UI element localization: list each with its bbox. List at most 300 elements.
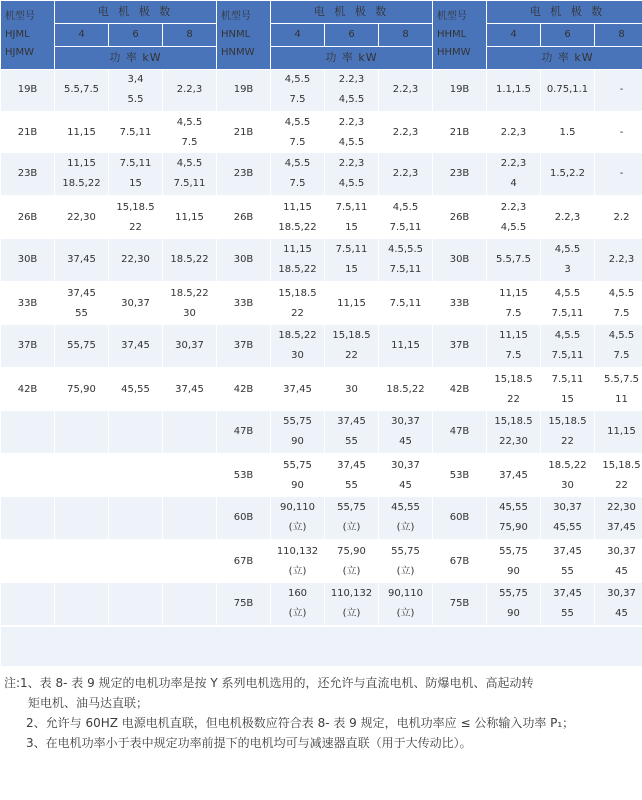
model-label: 机型号 (437, 11, 467, 22)
power-value: 55,75 90 (499, 545, 528, 577)
power-cell (541, 497, 595, 540)
model-header-1 (217, 1, 271, 70)
model-series-2: HJMW (5, 47, 34, 58)
power-value: 5.5,7.5 (496, 253, 531, 265)
power-cell (271, 411, 325, 454)
power-value: 5.5,7.5 11 (604, 373, 639, 405)
empty-cell (1, 411, 55, 454)
model-cell: 30B (433, 239, 487, 282)
power-cell (109, 70, 163, 112)
power-cell (379, 196, 433, 239)
power-value: 2.2,3 4,5.5 (338, 157, 365, 189)
power-cell (109, 239, 163, 282)
power-cell (595, 411, 642, 454)
power-value: 0.75,1.1 (546, 84, 589, 96)
model-cell: 53B (433, 454, 487, 497)
empty-cell (163, 583, 217, 626)
power-cell (109, 153, 163, 196)
power-unit-header: 功 率 kW (55, 47, 217, 70)
table-row (1, 497, 642, 540)
power-value: 11,15 (67, 126, 96, 138)
model-cell: 33B (1, 282, 55, 325)
power-value: 7.5,11 (389, 297, 422, 309)
model-cell: 33B (217, 282, 271, 325)
model-series-1: HJML (5, 29, 30, 40)
model-cell: 75B (433, 583, 487, 626)
empty-cell (1, 454, 55, 497)
empty-cell (109, 497, 163, 540)
model-cell: 21B (217, 112, 271, 153)
note-3: 3、在电机功率小于表中规定功率前提下的电机均可与减速器直联（用于大传动比）。 (26, 736, 472, 750)
pole-count-header: 8 (163, 24, 217, 47)
power-cell (487, 325, 541, 368)
pole-count-header: 8 (379, 24, 433, 47)
power-value: 11,15 (337, 297, 366, 309)
power-cell (595, 70, 642, 112)
power-cell (541, 153, 595, 196)
power-value: 11,15 (607, 425, 636, 437)
power-cell (325, 583, 379, 626)
power-cell (487, 153, 541, 196)
model-cell: 19B (1, 70, 55, 112)
pole-count-header: 4 (55, 24, 109, 47)
power-value: 55,75 (立) (391, 545, 420, 577)
power-value: 7.5,11 15 (335, 243, 368, 275)
power-cell (595, 112, 642, 153)
power-cell (163, 153, 217, 196)
power-value: 15,18.5 22 (548, 415, 587, 447)
power-value: 15,18.5 22 (278, 287, 317, 319)
power-value: 15,18.5 22 (332, 329, 371, 361)
bottom-band-cell (1, 626, 642, 666)
model-label: 机型号 (5, 11, 35, 22)
power-value: 30,37 (175, 339, 204, 351)
power-cell (325, 454, 379, 497)
power-cell (271, 239, 325, 282)
power-cell (325, 497, 379, 540)
power-cell (541, 70, 595, 112)
pole-count-header: 6 (325, 24, 379, 47)
power-value: 11,15 (391, 339, 420, 351)
model-series-2: HHMW (437, 47, 471, 58)
pole-count-header: 6 (109, 24, 163, 47)
power-value: 2.2,3 (392, 167, 419, 179)
power-value: 37,45 55 (337, 459, 366, 491)
power-value: 2.2 (613, 211, 630, 223)
model-cell: 33B (433, 282, 487, 325)
power-cell (271, 368, 325, 411)
power-cell (163, 112, 217, 153)
power-cell (163, 70, 217, 112)
power-value: 2.2,3 4,5.5 (500, 201, 527, 233)
power-value: 37,45 55 (67, 287, 96, 319)
power-value: 2.2,3 (392, 84, 419, 96)
model-cell: 26B (217, 196, 271, 239)
power-value: - (619, 167, 624, 179)
model-cell: 30B (217, 239, 271, 282)
note-1: 注:1、表 8- 表 9 规定的电机功率是按 Y 系列电机选用的，还允许与直流电机、防爆电机、高起动转 (4, 676, 534, 690)
model-cell: 19B (433, 70, 487, 112)
power-cell (163, 282, 217, 325)
empty-cell (109, 454, 163, 497)
model-cell: 47B (433, 411, 487, 454)
power-cell (271, 325, 325, 368)
power-value: 11,15 7.5 (499, 329, 528, 361)
power-cell (271, 454, 325, 497)
power-value: 30,37 45 (607, 545, 636, 577)
table-row (1, 282, 642, 325)
power-value: 37,45 (499, 469, 528, 481)
power-value: 75,90 (67, 383, 96, 395)
table-row (1, 153, 642, 196)
power-value: 2.2,3 (554, 211, 581, 223)
power-cell (325, 325, 379, 368)
power-value: 1.1,1.5 (496, 84, 531, 96)
model-cell: 21B (433, 112, 487, 153)
power-cell (109, 196, 163, 239)
power-cell (271, 112, 325, 153)
power-cell (379, 540, 433, 583)
model-series-1: HNML (221, 29, 251, 40)
empty-cell (163, 497, 217, 540)
power-cell (595, 497, 642, 540)
power-cell (271, 282, 325, 325)
model-cell: 19B (217, 70, 271, 112)
power-cell (325, 196, 379, 239)
power-value: 15,18.5 22,30 (494, 415, 533, 447)
power-value: 37,45 (283, 383, 312, 395)
power-cell (541, 454, 595, 497)
power-cell (541, 282, 595, 325)
power-cell (325, 70, 379, 112)
power-cell (541, 411, 595, 454)
power-cell (163, 239, 217, 282)
power-value: 4,5.5 7.5,11 (551, 329, 584, 361)
empty-cell (55, 540, 109, 583)
power-value: 7.5,11 15 (551, 373, 584, 405)
power-value: 2.2,3 (608, 253, 635, 265)
power-cell (487, 70, 541, 112)
power-value: 75,90 (立) (337, 545, 366, 577)
power-cell (595, 196, 642, 239)
power-value: 11,15 18.5,22 (278, 201, 317, 233)
empty-cell (55, 454, 109, 497)
power-value: 55,75 90 (283, 459, 312, 491)
pole-count-header: 6 (541, 24, 595, 47)
power-value: - (619, 126, 624, 138)
power-cell (379, 70, 433, 112)
note-2: 2、允许与 60HZ 电源电机直联，但电机极数应符合表 8- 表 9 规定，电机功率应 ≤ 公称输入功率 P₁； (26, 716, 575, 730)
power-cell (325, 282, 379, 325)
power-value: 4,5.5 7.5,11 (389, 201, 422, 233)
power-cell (163, 325, 217, 368)
power-cell (379, 583, 433, 626)
model-cell: 26B (1, 196, 55, 239)
power-cell (487, 239, 541, 282)
pole-count-header: 8 (595, 24, 642, 47)
power-value: 110,132 (立) (276, 545, 319, 577)
model-cell: 37B (217, 325, 271, 368)
power-value: 4,5.5 3 (554, 243, 581, 275)
power-value: 11,15 18.5,22 (62, 157, 101, 189)
model-cell: 21B (1, 112, 55, 153)
power-value: 2.2,3 (392, 126, 419, 138)
power-value: 18.5,22 30 (170, 287, 209, 319)
model-series-2: HNMW (221, 47, 255, 58)
power-value: 4,5.5 7.5 (284, 157, 311, 189)
table-row (1, 583, 642, 626)
model-label: 机型号 (221, 11, 251, 22)
power-cell (541, 583, 595, 626)
power-cell (379, 112, 433, 153)
power-value: 4,5.5 7.5 (284, 116, 311, 148)
power-value: 7.5,11 15 (335, 201, 368, 233)
power-cell (379, 454, 433, 497)
power-cell (55, 239, 109, 282)
power-cell (487, 454, 541, 497)
power-value: 2.2,3 4 (500, 157, 527, 189)
power-cell (325, 112, 379, 153)
power-cell (55, 325, 109, 368)
empty-cell (1, 583, 55, 626)
power-value: 11,15 18.5,22 (278, 243, 317, 275)
model-cell: 30B (1, 239, 55, 282)
model-cell: 42B (433, 368, 487, 411)
power-cell (271, 153, 325, 196)
empty-cell (109, 583, 163, 626)
power-value: 55,75 (67, 339, 96, 351)
power-cell (379, 153, 433, 196)
power-cell (595, 454, 642, 497)
power-value: 30,37 45,55 (553, 501, 582, 533)
power-value: 4,5.5 7.5 (176, 116, 203, 148)
power-cell (55, 368, 109, 411)
table-row (1, 196, 642, 239)
power-value: 55,75 (立) (337, 501, 366, 533)
model-cell: 26B (433, 196, 487, 239)
power-value: 4,5.5 7.5 (608, 329, 635, 361)
table-row (1, 540, 642, 583)
power-value: 7.5,11 (119, 126, 152, 138)
power-value: 4.5,5.5 7.5,11 (388, 243, 423, 275)
power-cell (595, 153, 642, 196)
model-cell: 47B (217, 411, 271, 454)
pole-count-header: 4 (271, 24, 325, 47)
power-value: 15,18.5 22 (116, 201, 155, 233)
power-cell (271, 70, 325, 112)
power-cell (55, 196, 109, 239)
pole-count-header: 4 (487, 24, 541, 47)
power-value: 4,5.5 7.5 (608, 287, 635, 319)
table-bottom-band (1, 626, 642, 666)
power-cell (595, 325, 642, 368)
empty-cell (1, 540, 55, 583)
power-cell (379, 411, 433, 454)
motor-poles-header: 电 机 极 数 (487, 1, 642, 24)
power-value: 3,4 5.5 (127, 74, 144, 106)
power-cell (325, 153, 379, 196)
power-value: 110,132 (立) (330, 587, 373, 619)
power-value: 55,75 90 (283, 415, 312, 447)
power-cell (55, 282, 109, 325)
power-value: 30 (345, 383, 358, 395)
power-value: - (619, 84, 624, 96)
power-cell (487, 497, 541, 540)
power-cell (271, 583, 325, 626)
model-cell: 37B (1, 325, 55, 368)
model-cell: 60B (217, 497, 271, 540)
power-value: 4,5.5 7.5 (284, 74, 311, 106)
power-cell (487, 583, 541, 626)
power-cell (163, 368, 217, 411)
power-cell (109, 282, 163, 325)
power-cell (595, 583, 642, 626)
table-row (1, 411, 642, 454)
power-value: 22,30 (121, 253, 150, 265)
power-cell (487, 368, 541, 411)
power-value: 90,110 (立) (280, 501, 315, 533)
power-unit-header: 功 率 kW (487, 47, 642, 70)
power-value: 45,55 (立) (391, 501, 420, 533)
power-cell (541, 239, 595, 282)
table-row (1, 239, 642, 282)
motor-poles-header: 电 机 极 数 (271, 1, 433, 24)
power-cell (55, 70, 109, 112)
empty-cell (163, 411, 217, 454)
power-cell (487, 411, 541, 454)
table-row (1, 368, 642, 411)
power-value: 11,15 7.5 (499, 287, 528, 319)
power-value: 7.5,11 15 (119, 157, 152, 189)
power-cell (487, 540, 541, 583)
power-cell (487, 112, 541, 153)
power-cell (487, 196, 541, 239)
model-cell: 37B (433, 325, 487, 368)
power-cell (595, 239, 642, 282)
power-cell (55, 112, 109, 153)
power-value: 4,5.5 7.5,11 (551, 287, 584, 319)
empty-cell (55, 583, 109, 626)
power-cell (487, 282, 541, 325)
table-row (1, 70, 642, 112)
power-value: 30,37 45 (391, 415, 420, 447)
empty-cell (109, 411, 163, 454)
power-cell (271, 196, 325, 239)
power-value: 18.5,22 30 (548, 459, 587, 491)
power-value: 1.5,2.2 (550, 167, 585, 179)
model-cell: 53B (217, 454, 271, 497)
model-cell: 42B (217, 368, 271, 411)
model-cell: 23B (1, 153, 55, 196)
model-cell: 67B (433, 540, 487, 583)
power-value: 30,37 45 (607, 587, 636, 619)
power-value: 37,45 (121, 339, 150, 351)
power-cell (55, 153, 109, 196)
power-value: 2.2,3 (500, 126, 527, 138)
power-value: 37,45 55 (553, 587, 582, 619)
power-value: 37,45 55 (337, 415, 366, 447)
power-cell (541, 112, 595, 153)
power-value: 160 (立) (287, 587, 308, 619)
power-cell (379, 325, 433, 368)
empty-cell (163, 540, 217, 583)
power-value: 2.2,3 4,5.5 (338, 74, 365, 106)
power-cell (325, 540, 379, 583)
power-cell (109, 112, 163, 153)
power-value: 22,30 (67, 211, 96, 223)
power-cell (109, 325, 163, 368)
power-cell (595, 368, 642, 411)
power-value: 18.5,22 (170, 253, 209, 265)
power-value: 1.5 (559, 126, 576, 138)
model-cell: 23B (433, 153, 487, 196)
empty-cell (55, 497, 109, 540)
power-value: 37,45 (175, 383, 204, 395)
power-cell (325, 411, 379, 454)
power-cell (271, 497, 325, 540)
power-cell (379, 368, 433, 411)
power-cell (541, 368, 595, 411)
power-value: 18.5,22 30 (278, 329, 317, 361)
empty-cell (1, 497, 55, 540)
power-cell (541, 196, 595, 239)
model-header-0 (1, 1, 55, 70)
power-cell (541, 325, 595, 368)
footnotes (4, 673, 642, 753)
power-cell (595, 282, 642, 325)
power-cell (325, 368, 379, 411)
power-cell (379, 239, 433, 282)
power-cell (379, 282, 433, 325)
table-row (1, 112, 642, 153)
power-value: 15,18.5 22 (602, 459, 641, 491)
power-value: 45,55 75,90 (499, 501, 528, 533)
empty-cell (163, 454, 217, 497)
power-cell (163, 196, 217, 239)
power-unit-header: 功 率 kW (271, 47, 433, 70)
power-value: 22,30 37,45 (607, 501, 636, 533)
model-cell: 75B (217, 583, 271, 626)
power-value: 4,5.5 7.5,11 (173, 157, 206, 189)
power-cell (325, 239, 379, 282)
power-cell (379, 497, 433, 540)
motor-poles-header: 电 机 极 数 (55, 1, 217, 24)
power-value: 11,15 (175, 211, 204, 223)
power-value: 2.2,3 (176, 84, 203, 96)
power-cell (541, 540, 595, 583)
model-cell: 23B (217, 153, 271, 196)
power-value: 90,110 (立) (388, 587, 423, 619)
model-header-2 (433, 1, 487, 70)
power-value: 45,55 (121, 383, 150, 395)
power-cell (109, 368, 163, 411)
power-value: 55,75 90 (499, 587, 528, 619)
model-cell: 42B (1, 368, 55, 411)
power-value: 2.2,3 4,5.5 (338, 116, 365, 148)
power-value: 30,37 45 (391, 459, 420, 491)
model-cell: 60B (433, 497, 487, 540)
power-cell (271, 540, 325, 583)
model-cell: 67B (217, 540, 271, 583)
empty-cell (109, 540, 163, 583)
model-series-1: HHML (437, 29, 467, 40)
table-row (1, 325, 642, 368)
power-value: 37,45 (67, 253, 96, 265)
power-value: 15,18.5 22 (494, 373, 533, 405)
note-1-continued: 矩电机、油马达直联； (28, 696, 149, 710)
power-cell (595, 540, 642, 583)
table-row (1, 454, 642, 497)
